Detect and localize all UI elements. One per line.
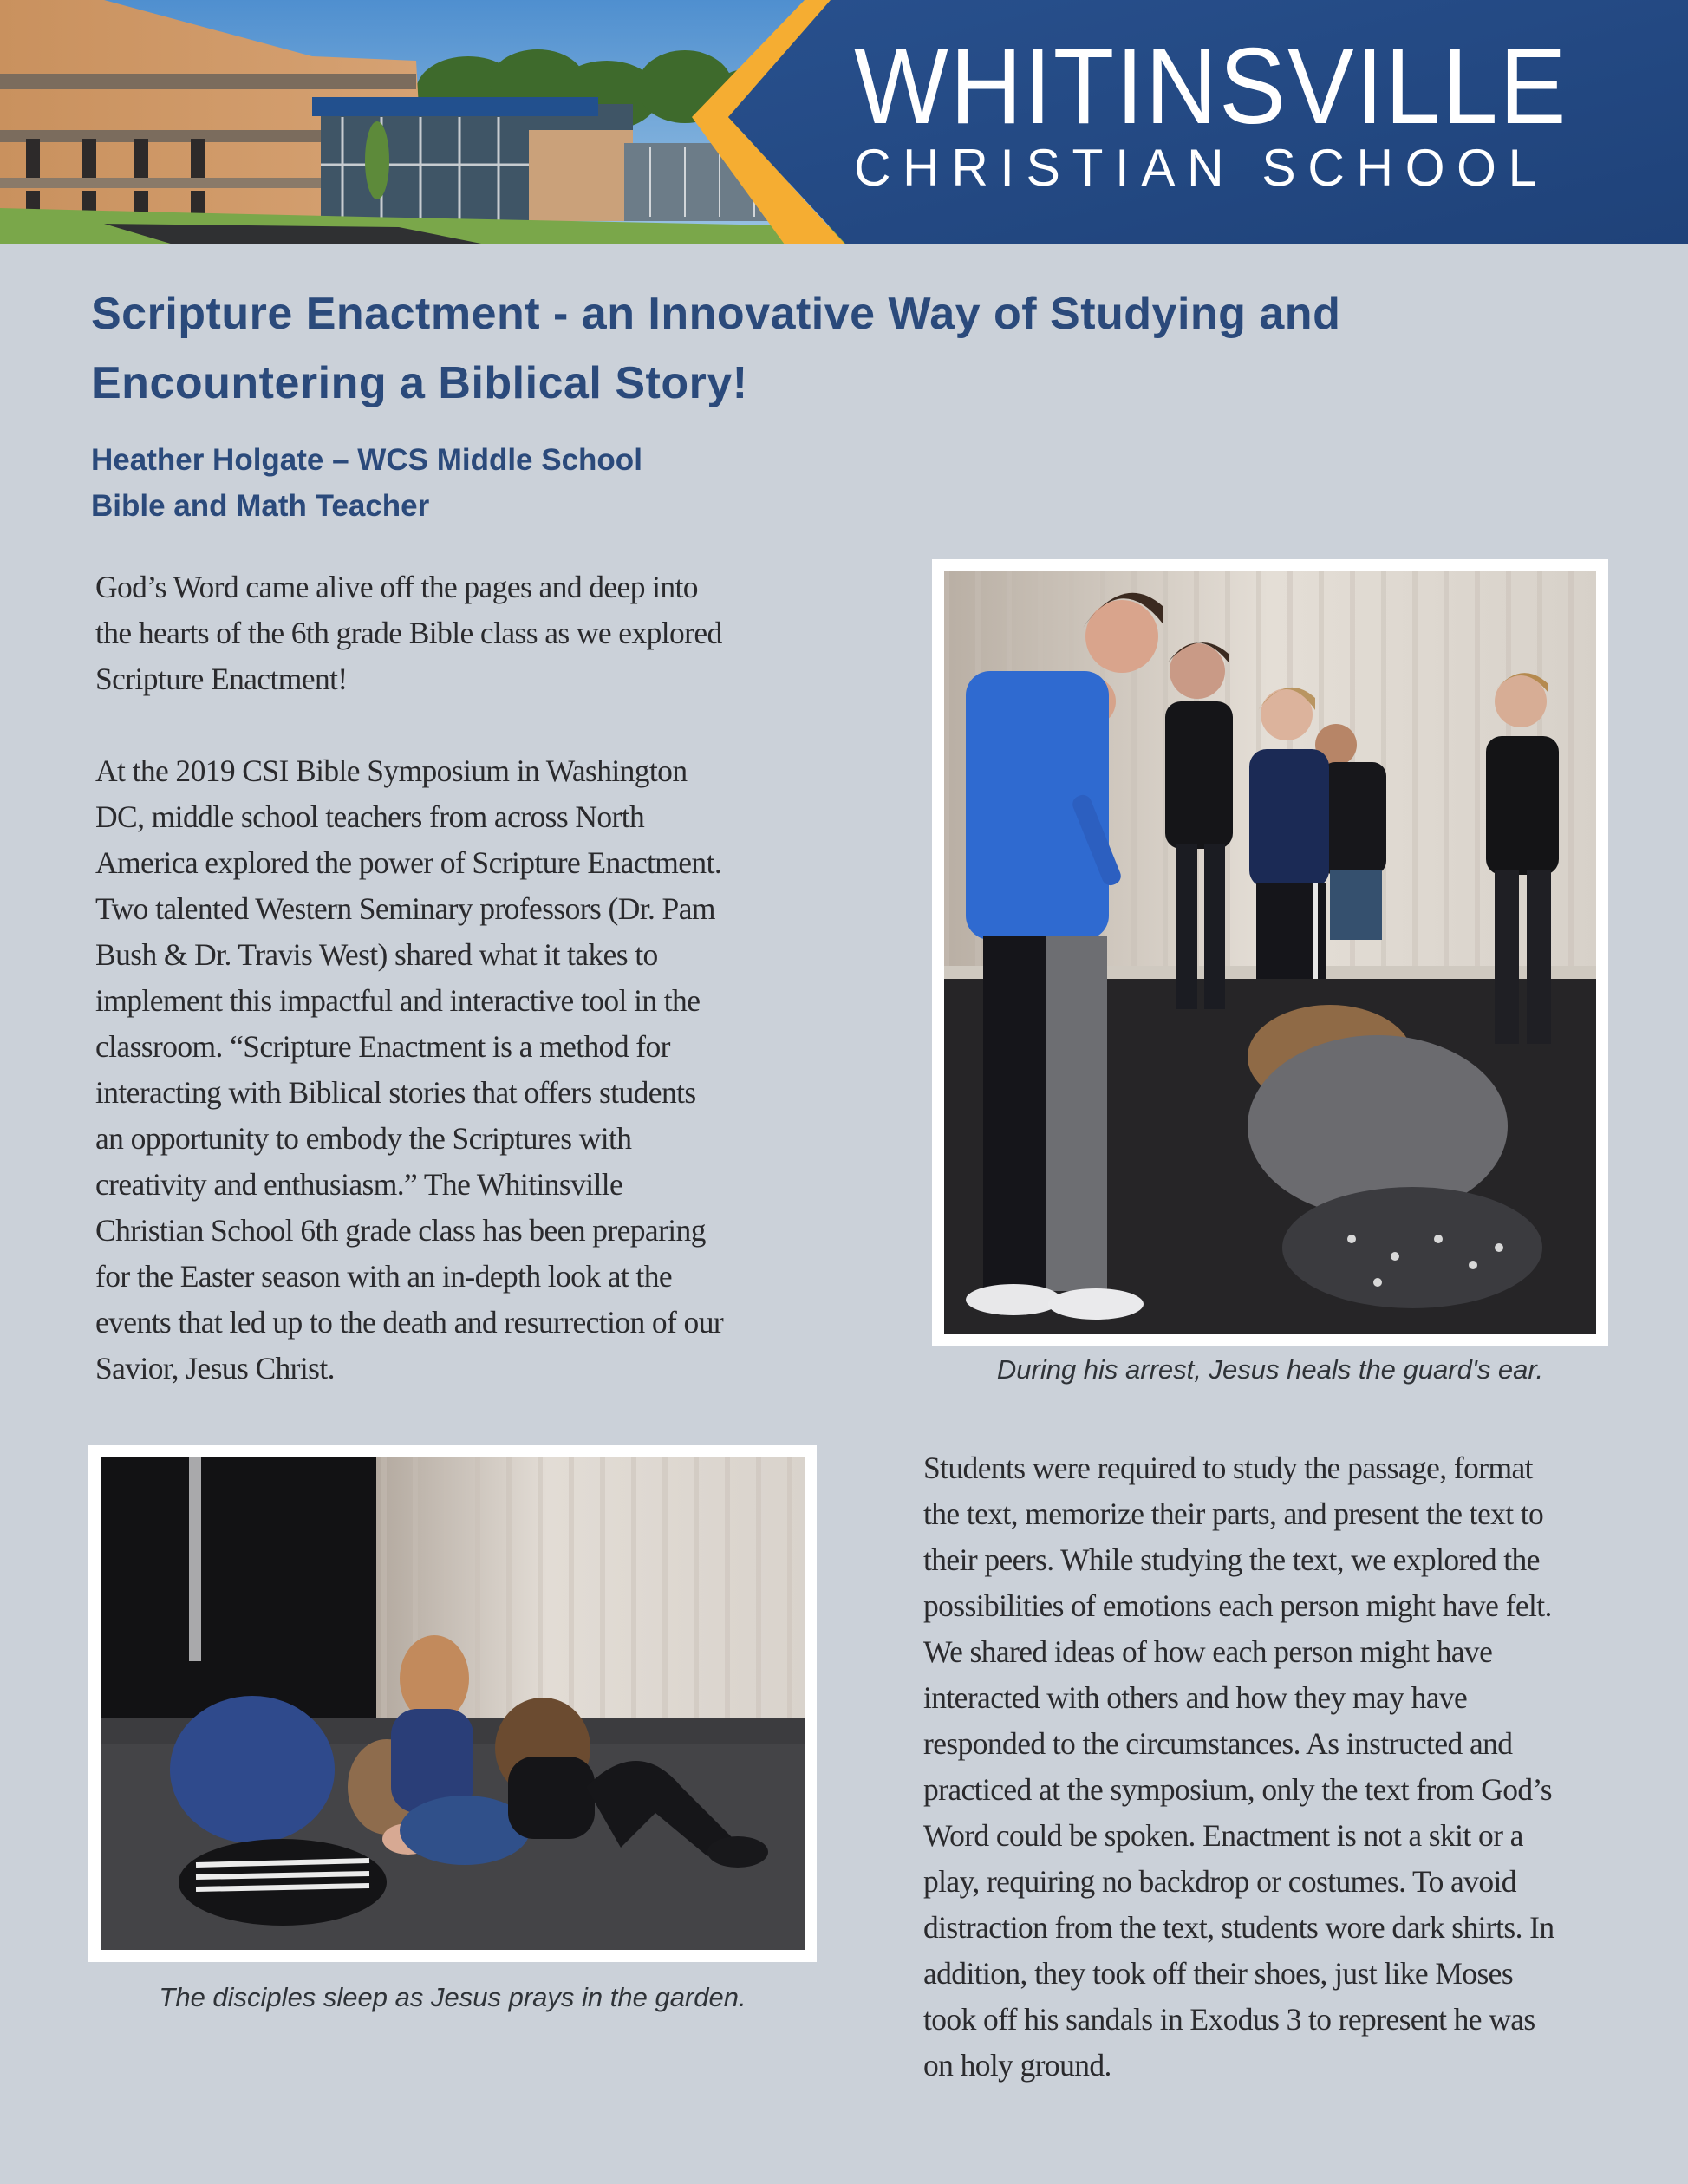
- text-line: their peers. While studying the text, we explored the: [923, 1542, 1540, 1577]
- text-line: America explored the power of Scripture Enactment.: [95, 845, 722, 880]
- text-line: classroom. “Scripture Enactment is a method for: [95, 1029, 670, 1064]
- text-line: Two talented Western Seminary professors (Dr. Pam: [95, 891, 715, 926]
- text-line: took off his sandals in Exodus 3 to represent he was: [923, 2002, 1535, 2037]
- text-line: At the 2019 CSI Bible Symposium in Washington: [95, 753, 688, 788]
- photo-garden-frame: [88, 1445, 817, 1962]
- text-line: events that led up to the death and resurrection of our: [95, 1305, 724, 1340]
- article-title-line: Scripture Enactment - an Innovative Way of Studying and: [91, 289, 1341, 339]
- article-title: [91, 279, 1652, 418]
- photo-garden: [101, 1457, 805, 1950]
- text-line: the text, memorize their parts, and present the text to: [923, 1496, 1544, 1531]
- paragraph-process: [923, 1445, 1554, 2089]
- text-line: practiced at the symposium, only the text from God’s: [923, 1772, 1552, 1807]
- text-line: Scripture Enactment!: [95, 662, 348, 696]
- author-byline: [91, 437, 642, 529]
- author-name: Heather Holgate – WCS Middle School: [91, 443, 642, 477]
- text-line: distraction from the text, students wore dark shirts. In: [923, 1910, 1554, 1945]
- paragraph-gap: [95, 702, 723, 748]
- school-name-line2: CHRISTIAN SCHOOL: [854, 139, 1549, 197]
- text-line: We shared ideas of how each person might have: [923, 1634, 1493, 1669]
- text-line: God’s Word came alive off the pages and deep into: [95, 570, 698, 604]
- text-line: play, requiring no backdrop or costumes. To avoid: [923, 1864, 1516, 1899]
- text-line: addition, they took off their shoes, just like Moses: [923, 1956, 1514, 1991]
- text-line: Bush & Dr. Travis West) shared what it takes to: [95, 937, 658, 972]
- text-line: Students were required to study the passage, format: [923, 1451, 1533, 1485]
- text-line: on holy ground.: [923, 2048, 1111, 2083]
- school-name-line1: WHITINSVILLE: [854, 27, 1568, 147]
- left-column-text: [95, 564, 723, 1392]
- text-line: creativity and enthusiasm.” The Whitinsville: [95, 1167, 623, 1202]
- text-line: for the Easter season with an in-depth look at the: [95, 1259, 673, 1294]
- text-line: interacting with Biblical stories that offers students: [95, 1075, 696, 1110]
- text-line: an opportunity to embody the Scriptures with: [95, 1121, 632, 1156]
- text-line: DC, middle school teachers from across North: [95, 799, 645, 834]
- text-line: implement this impactful and interactive tool in the: [95, 983, 701, 1018]
- article-title-line: Encountering a Biblical Story!: [91, 358, 748, 408]
- text-line: interacted with others and how they may have: [923, 1680, 1468, 1715]
- right-column-text: [923, 1445, 1554, 2089]
- photo-arrest-caption: During his arrest, Jesus heals the guard's ear.: [996, 1354, 1544, 1385]
- text-line: Christian School 6th grade class has been preparing: [95, 1213, 706, 1248]
- text-line: possibilities of emotions each person might have felt.: [923, 1588, 1552, 1623]
- paragraph-intro: [95, 564, 723, 702]
- text-line: responded to the circumstances. As instructed and: [923, 1726, 1513, 1761]
- text-line: Word could be spoken. Enactment is not a skit or a: [923, 1818, 1523, 1853]
- photo-arrest-frame: [932, 559, 1608, 1346]
- paragraph-symposium: [95, 748, 723, 1392]
- photo-garden-caption: The disciples sleep as Jesus prays in the garden.: [159, 1982, 746, 2012]
- text-line: Savior, Jesus Christ.: [95, 1351, 335, 1385]
- masthead-banner: [0, 0, 1688, 244]
- author-role: Bible and Math Teacher: [91, 489, 430, 523]
- photo-arrest: [944, 571, 1596, 1334]
- text-line: the hearts of the 6th grade Bible class as we explored: [95, 616, 722, 650]
